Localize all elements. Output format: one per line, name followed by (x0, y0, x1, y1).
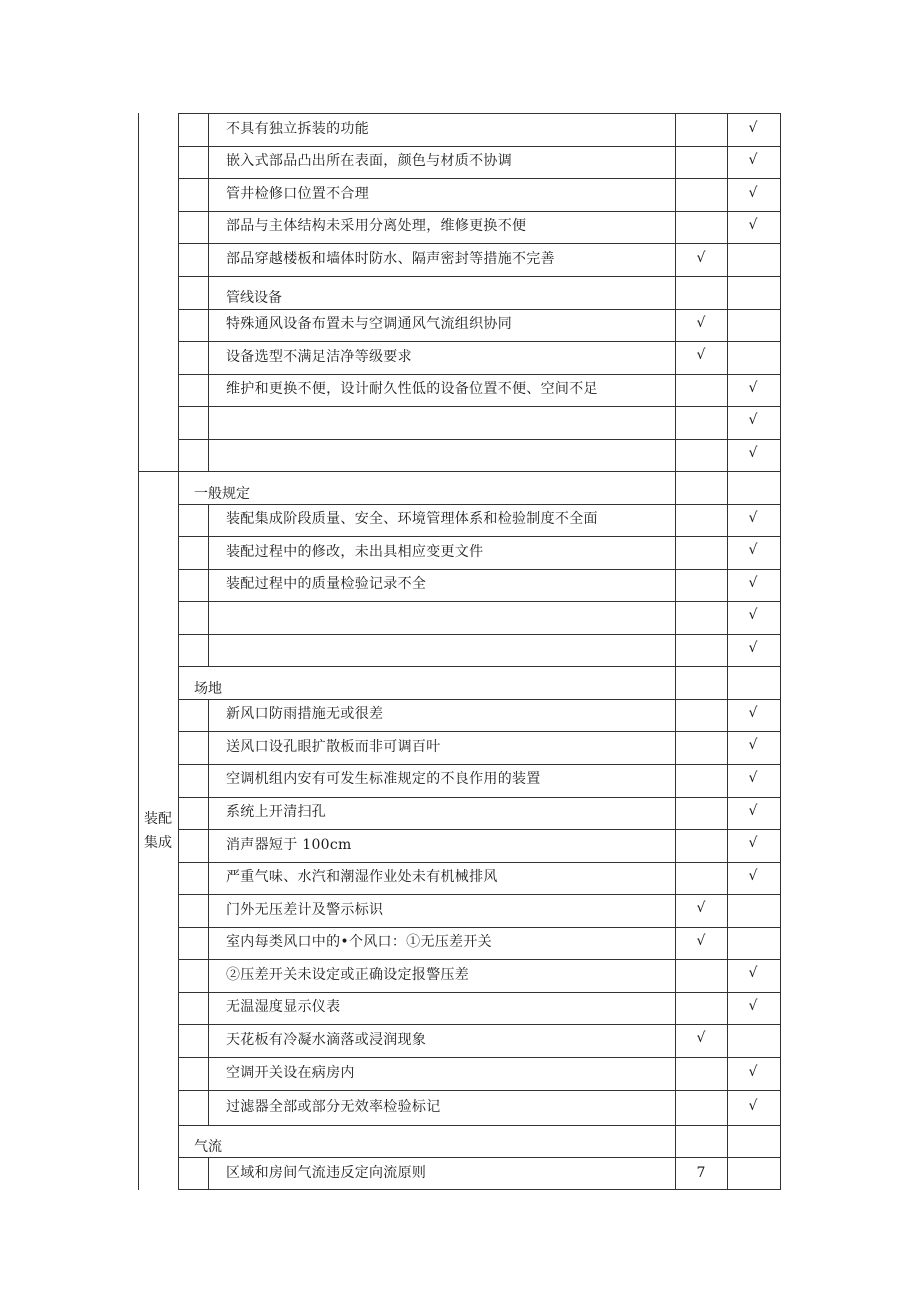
no-mark: √ (748, 835, 758, 851)
row-item: 新风口防雨措施无或很差 (226, 706, 384, 722)
row-line (178, 178, 780, 179)
no-mark: √ (748, 575, 758, 591)
row-item: 门外无压差计及警示标识 (226, 902, 384, 918)
row-item: 空调机组内安有可发生标准规定的不良作用的装置 (226, 771, 541, 787)
section-title-pipeline: 管线设备 (226, 290, 282, 306)
row-line (178, 634, 780, 635)
row-line (178, 731, 780, 732)
no-mark: √ (748, 640, 758, 656)
no-mark: √ (748, 1064, 758, 1080)
general-item-border (208, 504, 209, 666)
row-item: 无温湿度显示仪表 (226, 999, 341, 1015)
no-mark: √ (748, 152, 758, 168)
row-item: 设备选型不满足洁净等级要求 (226, 349, 412, 365)
airflow-item-border (208, 1158, 209, 1190)
yes-mark: √ (696, 347, 706, 363)
no-mark: √ (748, 965, 758, 981)
pipeline-item-border (208, 309, 209, 471)
row-line (178, 927, 780, 928)
yes-mark: √ (696, 315, 706, 331)
no-mark: √ (748, 1098, 758, 1114)
row-line (178, 1024, 780, 1025)
row-line (178, 211, 780, 212)
right-border (780, 113, 781, 1190)
row-item: 送风口设孔眼扩散板而非可调百叶 (226, 739, 441, 755)
row-line (178, 504, 780, 505)
row-item: 系统上开清扫孔 (226, 804, 327, 820)
row-item: 不具有独立拆装的功能 (226, 121, 369, 137)
row-item: 部品穿越楼板和墙体时防水、隔声密封等措施不完善 (226, 251, 555, 267)
yes-mark: √ (696, 933, 706, 949)
row-item: 管井检修口位置不合理 (226, 186, 369, 202)
row-item: ②压差开关未设定或正确设定报警压差 (226, 967, 470, 983)
no-mark: √ (748, 705, 758, 721)
no-mark: √ (748, 120, 758, 136)
assembly-label (138, 807, 178, 855)
row-line (178, 276, 780, 277)
assembly-label-line1: 装配 (144, 811, 172, 827)
section-title-airflow: 气流 (194, 1139, 222, 1155)
no-mark: √ (748, 445, 758, 461)
row-line (178, 1157, 780, 1158)
row-line (178, 1125, 780, 1126)
row-item: 区域和房间气流违反定向流原则 (226, 1165, 427, 1181)
row-item: 维护和更换不便，设计耐久性低的设备位置不便、空间不足 (226, 381, 598, 397)
yes-mark: √ (696, 900, 706, 916)
row-line (178, 146, 780, 147)
row-line (178, 862, 780, 863)
row-item: 严重气味、水汽和潮湿作业处未有机械排风 (226, 869, 498, 885)
row-item: 空调开关设在病房内 (226, 1065, 355, 1081)
assembly-label-line2: 集成 (144, 835, 172, 851)
sub-column-border (178, 113, 179, 472)
row-line (178, 439, 780, 440)
row-line (178, 569, 780, 570)
row-line (178, 699, 780, 700)
no-mark: √ (748, 868, 758, 884)
assembly-sub-column-border (178, 472, 179, 1190)
yes-column-border (675, 113, 676, 1190)
section-title-site: 场地 (194, 681, 222, 697)
row-line (178, 536, 780, 537)
row-item: 装配集成阶段质量、安全、环境管理体系和检验制度不全面 (226, 511, 598, 527)
yes-mark: 7 (696, 1165, 706, 1181)
row-line (178, 406, 780, 407)
row-line (178, 341, 780, 342)
row-line (178, 829, 780, 830)
bottom-border (178, 1189, 780, 1190)
no-mark: √ (748, 770, 758, 786)
row-item: 室内每类风口中的•个风口：①无压差开关 (226, 934, 492, 950)
row-item: 装配过程中的质量检验记录不全 (226, 576, 427, 592)
section-title-general: 一般规定 (194, 486, 250, 502)
row-line (178, 797, 780, 798)
section-divider (138, 471, 780, 472)
yes-mark: √ (696, 1030, 706, 1046)
no-mark: √ (748, 737, 758, 753)
row-line (178, 243, 780, 244)
no-mark: √ (748, 412, 758, 428)
row-line (178, 601, 780, 602)
no-mark: √ (748, 542, 758, 558)
top-border (178, 113, 780, 114)
row-line (178, 1057, 780, 1058)
row-line (178, 959, 780, 960)
row-line (178, 894, 780, 895)
no-mark: √ (748, 607, 758, 623)
row-line (178, 374, 780, 375)
row-item: 过滤器全部或部分无效率检验标记 (226, 1099, 441, 1115)
row-line (178, 666, 780, 667)
no-mark: √ (748, 217, 758, 233)
no-mark: √ (748, 510, 758, 526)
no-mark: √ (748, 998, 758, 1014)
no-mark: √ (748, 380, 758, 396)
row-item: 消声器短于 100cm (226, 837, 352, 853)
row-item: 嵌入式部品凸出所在表面，颜色与材质不协调 (226, 153, 512, 169)
row-item: 部品与主体结构未采用分离处理，维修更换不便 (226, 218, 527, 234)
no-mark: √ (748, 185, 758, 201)
row-line (178, 309, 780, 310)
row-line (178, 992, 780, 993)
row-line (178, 764, 780, 765)
no-mark: √ (748, 803, 758, 819)
left-border (138, 113, 139, 1190)
yes-mark: √ (696, 250, 706, 266)
row-item: 特殊通风设备布置未与空调通风气流组织协同 (226, 316, 512, 332)
row-item: 装配过程中的修改，未出具相应变更文件 (226, 544, 484, 560)
row-line (178, 1090, 780, 1091)
row-item: 天花板有冷凝水滴落或浸润现象 (226, 1032, 427, 1048)
